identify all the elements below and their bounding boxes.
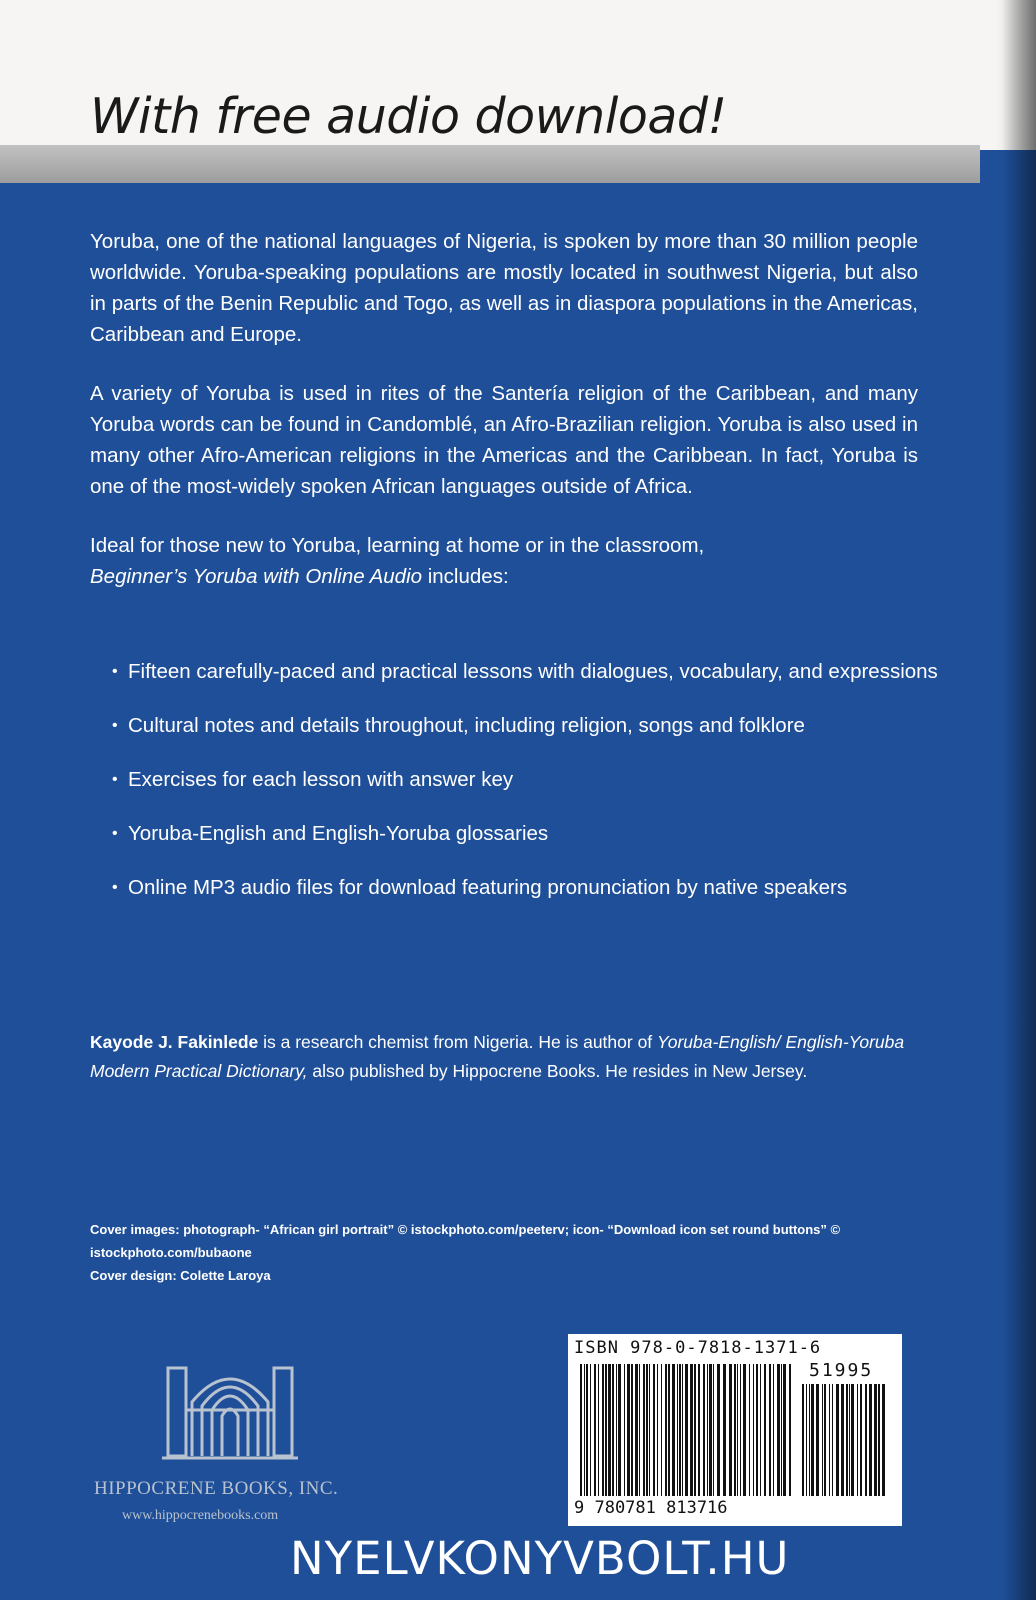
barcode-bar	[586, 1364, 588, 1496]
watermark: NYELVKONYVBOLT.HU	[290, 1532, 790, 1585]
page-edge-shadow	[1002, 0, 1036, 1600]
barcode-bar	[598, 1364, 599, 1496]
barcode-bar	[846, 1384, 848, 1496]
barcode-bar	[661, 1364, 662, 1496]
barcode-bar	[851, 1384, 854, 1496]
barcode-bar	[729, 1364, 732, 1496]
paragraph-religion: A variety of Yoruba is used in rites of the Santería religion of the Caribbean, and many Yoruba words can be found in Candomblé, an Afro-Brazilian religion. Yoruba is also used in many other Afro-American religions in the Americas and the Caribbean. In fact, Yoruba is one of the most-widely spoken African languages outside of Africa.	[90, 382, 918, 498]
publisher-name: HIPPOCRENE BOOKS, INC.	[94, 1478, 339, 1499]
barcode-bar	[874, 1384, 877, 1496]
list-item: • Online MP3 audio files for download featuring pronunciation by native speakers	[112, 872, 952, 904]
barcode-bar	[829, 1384, 830, 1496]
barcode-bar	[649, 1364, 650, 1496]
barcode-bar	[777, 1364, 780, 1496]
barcode-bar	[707, 1364, 708, 1496]
barcode-bar	[802, 1384, 804, 1496]
barcode-bar	[781, 1364, 782, 1496]
barcode-bar	[743, 1364, 746, 1496]
intro-paragraph	[90, 530, 918, 592]
list-item: • Exercises for each lesson with answer key	[112, 764, 952, 796]
barcode-bar	[764, 1364, 766, 1496]
barcode-bar	[783, 1364, 786, 1496]
author-name: Kayode J. Fakinlede	[90, 1032, 259, 1052]
image-credits: Cover images: photograph- “African girl portrait” © istockphoto.com/peeterv; icon- “Download icon set round buttons” © istockphoto.com/bubaone	[90, 1222, 841, 1260]
barcode-bar	[685, 1364, 688, 1496]
barcode-bar	[698, 1364, 700, 1496]
barcode-bar	[756, 1364, 758, 1496]
barcode-bar	[639, 1364, 640, 1496]
barcode-bar	[841, 1384, 844, 1496]
barcode-bar	[860, 1384, 862, 1496]
barcode-bar	[590, 1364, 591, 1496]
list-item: • Fifteen carefully-paced and practical lessons with dialogues, vocabulary, and expressions	[112, 656, 952, 688]
barcode-bar	[806, 1384, 807, 1496]
barcode-bar	[635, 1364, 638, 1496]
barcode-bar	[878, 1384, 880, 1496]
cover-credits	[90, 1218, 950, 1287]
hippocrene-logo	[162, 1362, 298, 1462]
publisher-url: www.hippocrenebooks.com	[122, 1508, 279, 1523]
intro-line: Ideal for those new to Yoruba, learning at home or in the classroom,	[90, 534, 705, 557]
barcode-bar	[836, 1384, 839, 1496]
barcode-bar	[677, 1364, 678, 1496]
barcode-bar	[672, 1364, 675, 1496]
barcode-bar	[882, 1384, 885, 1496]
author-bio	[90, 1028, 950, 1086]
barcode-bar	[749, 1364, 750, 1496]
barcode-bar	[713, 1364, 714, 1496]
barcode-bar	[653, 1364, 655, 1496]
barcode-bar	[816, 1384, 819, 1496]
grey-stripe	[0, 145, 980, 183]
barcode-bar	[657, 1364, 658, 1496]
barcode-bar	[789, 1364, 791, 1496]
barcode-bar	[624, 1364, 625, 1496]
barcode-bar	[717, 1364, 720, 1496]
author-text-2: also published by Hippocrene Books. He resides in New Jersey.	[307, 1061, 808, 1081]
barcode-bar	[869, 1384, 872, 1496]
barcode-bar	[668, 1364, 670, 1496]
barcode-bar	[690, 1364, 693, 1496]
barcode-bar	[646, 1364, 648, 1496]
barcode-bar	[665, 1364, 667, 1496]
intro-suffix: includes:	[422, 565, 509, 588]
barcode-bar	[740, 1364, 741, 1496]
list-item: • Cultural notes and details throughout, including religion, songs and folklore	[112, 710, 952, 742]
barcode-bar	[616, 1364, 617, 1496]
barcode-bar	[734, 1364, 736, 1496]
barcode-bar	[723, 1364, 726, 1496]
barcode-bar	[737, 1364, 738, 1496]
design-credit: Cover design: Colette Laroya	[90, 1268, 271, 1283]
barcode-bar	[760, 1364, 761, 1496]
barcode-bar	[769, 1364, 771, 1496]
list-item: • Yoruba-English and English-Yoruba glossaries	[112, 818, 952, 850]
barcode-bar	[682, 1364, 683, 1496]
barcode-bar	[709, 1364, 712, 1496]
author-text-1: is a research chemist from Nigeria. He is author of	[258, 1032, 658, 1052]
barcode-bar	[753, 1364, 754, 1496]
barcode-bar	[608, 1364, 611, 1496]
barcode-bar	[605, 1364, 607, 1496]
author-book-title: Yoruba-English/ English-Yoruba Modern Practical Dictionary,	[90, 1032, 905, 1081]
barcode-bar	[631, 1364, 633, 1496]
ean-number: 9 780781 813716	[574, 1498, 728, 1518]
barcode-bar	[822, 1384, 823, 1496]
isbn-barcode	[568, 1334, 902, 1526]
barcode-bar	[584, 1364, 585, 1496]
book-title: Beginner’s Yoruba with Online Audio	[90, 565, 423, 588]
barcode-bar	[865, 1384, 867, 1496]
barcode-bar	[594, 1364, 596, 1496]
barcode-bar	[643, 1364, 645, 1496]
price-code: 51995	[809, 1360, 874, 1381]
barcode-bar	[694, 1364, 696, 1496]
barcode-addon-bars	[802, 1384, 890, 1496]
headline: With free audio download!	[90, 88, 727, 145]
barcode-bar	[580, 1364, 582, 1496]
paragraph-languages: Yoruba, one of the national languages of Nigeria, is spoken by more than 30 million people worldwide. Yoruba-speaking populations are mostly located in southwest Nigeria, but also in parts of the Benin Republic and Togo, as well as in diaspora populations in the Americas, Caribbean and Europe.	[90, 230, 918, 346]
barcode-bars	[580, 1364, 793, 1496]
feature-list	[112, 656, 952, 926]
barcode-bar	[773, 1364, 774, 1496]
barcode-bar	[832, 1384, 833, 1496]
barcode-bar	[703, 1364, 705, 1496]
barcode-bar	[618, 1364, 621, 1496]
barcode-bar	[679, 1364, 681, 1496]
barcode-bar	[849, 1384, 850, 1496]
description	[90, 226, 918, 620]
barcode-bar	[809, 1384, 810, 1496]
barcode-bar	[612, 1364, 614, 1496]
barcode-bar	[811, 1384, 814, 1496]
barcode-bar	[627, 1364, 630, 1496]
barcode-bar	[857, 1384, 858, 1496]
barcode-bar	[824, 1384, 826, 1496]
isbn-number: ISBN 978-0-7818-1371-6	[574, 1338, 822, 1358]
barcode-bar	[602, 1364, 604, 1496]
